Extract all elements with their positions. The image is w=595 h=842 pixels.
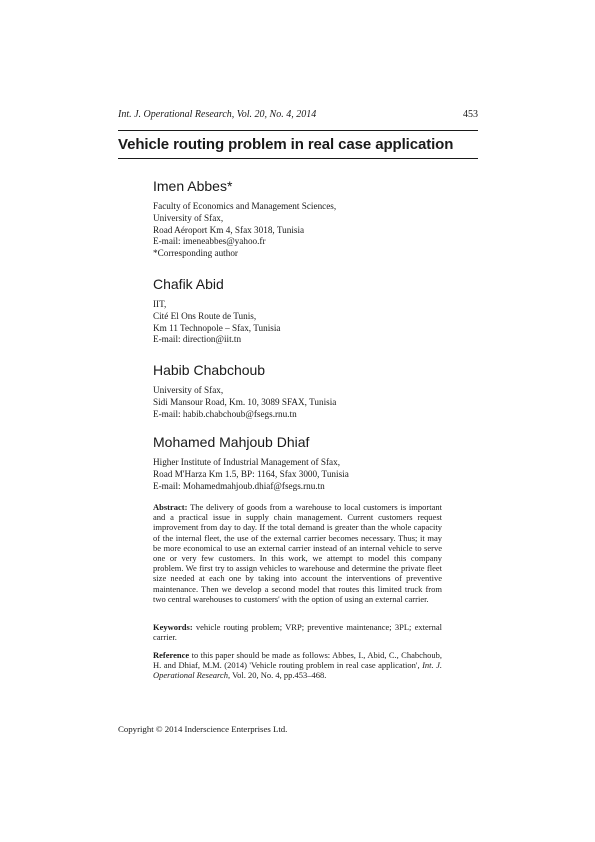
author-block bbox=[153, 276, 453, 346]
affiliation-line: University of Sfax, bbox=[153, 385, 224, 395]
author-affiliation bbox=[153, 457, 453, 492]
reference-label: Reference bbox=[153, 650, 190, 660]
title-bottom-rule bbox=[118, 158, 478, 159]
author-email: E-mail: direction@iit.tn bbox=[153, 334, 242, 345]
corresponding-author-note: *Corresponding author bbox=[153, 248, 238, 259]
author-affiliation bbox=[153, 201, 453, 260]
keywords-text: vehicle routing problem; VRP; preventive maintenance; 3PL; external carrier. bbox=[153, 622, 442, 643]
affiliation-line: Road M'Harza Km 1.5, BP: 1164, Sfax 3000, Tunisia bbox=[153, 468, 349, 479]
abstract-text: The delivery of goods from a warehouse to local customers is important and a practical issue in supply chain management. Current customers request improvement from day to day. If the total demand is greater than the whole capacity of the internal fleet, the use of the external carrier becomes necessary. Thus; it may be more economical to use an external carrier instead of an internal vehicle to serve one or very few customers. In this work, we attempt to model this company problem. We first try to assign vehicles to warehouse and determine the private fleet size needed at each one by taking into account the interventions of preventive maintenance. Then we develop a second model that routes this limited truck from two central warehouses to customers' with the option of using an external carrier. bbox=[153, 502, 442, 604]
citation-reference bbox=[153, 650, 442, 681]
author-block bbox=[153, 434, 453, 492]
author-name: Imen Abbes* bbox=[153, 178, 233, 194]
affiliation-line: Faculty of Economics and Management Sciences, bbox=[153, 201, 337, 211]
copyright-notice: Copyright © 2014 Inderscience Enterprises Ltd. bbox=[118, 724, 288, 734]
abstract-label: Abstract: bbox=[153, 502, 188, 512]
affiliation-line: Road Aéroport Km 4, Sfax 3018, Tunisia bbox=[153, 224, 305, 235]
affiliation-line: Sidi Mansour Road, Km. 10, 3089 SFAX, Tunisia bbox=[153, 396, 337, 407]
affiliation-line: University of Sfax, bbox=[153, 212, 224, 223]
affiliation-line: Km 11 Technopole – Sfax, Tunisia bbox=[153, 322, 281, 333]
paper-title: Vehicle routing problem in real case application bbox=[118, 136, 454, 153]
page-number: 453 bbox=[463, 109, 478, 120]
affiliation-line: IIT, bbox=[153, 299, 167, 309]
author-affiliation bbox=[153, 385, 453, 420]
affiliation-line: Higher Institute of Industrial Management of Sfax, bbox=[153, 457, 341, 467]
reference-volume: , Vol. 20, No. 4, pp.453–468. bbox=[228, 670, 327, 681]
reference-journal: Int. J. Operational Research bbox=[153, 660, 443, 681]
reference-text: to this paper should be made as follows: Abbes, I., Abid, C., Chabchoub, H. and Dhiaf, M.M. (2014) 'Vehicle routing problem in real case application', bbox=[153, 650, 443, 671]
keywords-label: Keywords: bbox=[153, 622, 193, 632]
author-email: E-mail: habib.chabchoub@fsegs.rnu.tn bbox=[153, 408, 297, 419]
author-name: Mohamed Mahjoub Dhiaf bbox=[153, 434, 310, 450]
affiliation-line: Cité El Ons Route de Tunis, bbox=[153, 310, 257, 321]
author-block bbox=[153, 178, 453, 260]
author-email: E-mail: imeneabbes@yahoo.fr bbox=[153, 236, 266, 247]
author-name: Habib Chabchoub bbox=[153, 362, 266, 378]
author-block bbox=[153, 362, 453, 420]
keywords bbox=[153, 622, 442, 642]
author-email: E-mail: Mohamedmahjoub.dhiaf@fsegs.rnu.tn bbox=[153, 480, 325, 491]
title-top-rule bbox=[118, 130, 478, 131]
abstract bbox=[153, 502, 442, 604]
author-affiliation bbox=[153, 299, 453, 346]
author-name: Chafik Abid bbox=[153, 276, 224, 292]
journal-citation: Int. J. Operational Research, Vol. 20, No. 4, 2014 bbox=[118, 109, 317, 120]
running-head bbox=[118, 109, 478, 120]
